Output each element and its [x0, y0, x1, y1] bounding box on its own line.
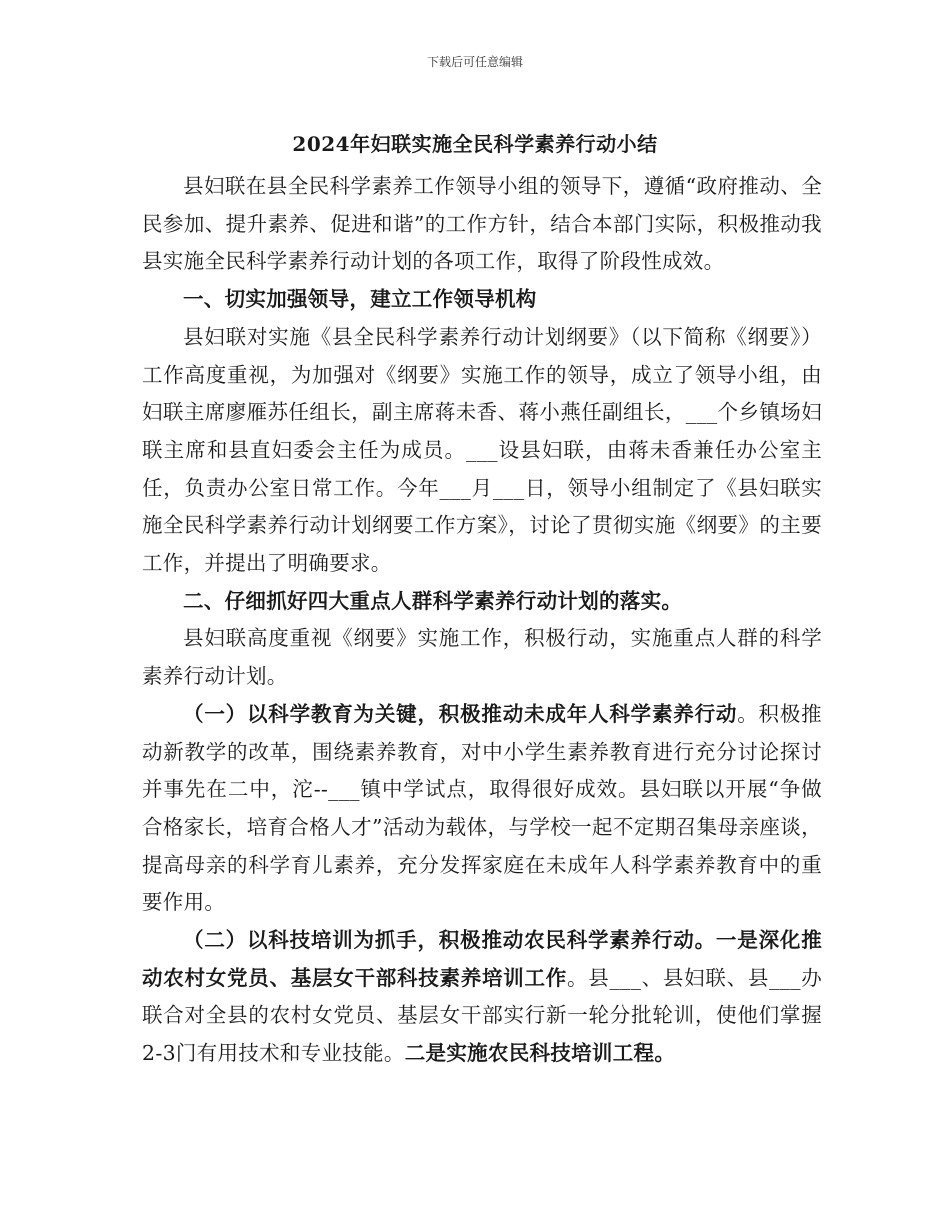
subsection-2-lead: （二）以科技培训为抓手，积极推动农民科学素养行动。一是深化推动农村女党员、基层女干部科技素养培训工作 [142, 928, 822, 990]
section-2-paragraph: 县妇联高度重视《纲要》实施工作，积极行动，实施重点人群的科学素养行动计划。 [142, 626, 822, 689]
section-1-heading: 一、切实加强领导，建立工作领导机构 [183, 287, 537, 312]
section-2-heading: 二、仔细抓好四大重点人群科学素养行动计划的落实。 [183, 588, 683, 613]
subsection-1-lead: （一）以科学教育为关键，积极推动未成年人科学素养行动 [183, 701, 738, 726]
section-1-paragraph: 县妇联对实施《县全民科学素养行动计划纲要》（以下简称《纲要》）工作高度重视，为加强对《纲要》实施工作的领导，成立了领导小组，由妇联主席廖雁苏任组长，副主席蒋未香、蒋小燕任副组长，___个乡镇场妇联主席和县直妇委会主任为成员。___设县妇联，由蒋未香兼任办公室主任，负责办公室日常工作。今年___月___日，领导小组制定了《县妇联实施全民科学素养行动计划纲要工作方案》，讨论了贯彻实施《纲要》的主要工作，并提出了明确要求。 [142, 324, 822, 576]
intro-paragraph: 县妇联在县全民科学素养工作领导小组的领导下，遵循“政府推动、全民参加、提升素养、促进和谐”的工作方针，结合本部门实际，积极推动我县实施全民科学素养行动计划的各项工作，取得了阶段性成效。 [142, 174, 822, 274]
subsection-2-paragraph [142, 922, 822, 1073]
subsection-1-text: 。积极推动新教学的改革，围绕素养教育，对中小学生素养教育进行充分讨论探讨并事先在二中，沱--___镇中学试点，取得很好成效。县妇联以开展“争做合格家长，培育合格人才”活动为载体，与学校一起不定期召集母亲座谈，提高母亲的科学育儿素养，充分发挥家庭在未成年人科学素养教育中的重要作用。 [142, 701, 822, 915]
subsection-2-point-2: 二是实施农民科技培训工程。 [404, 1041, 676, 1066]
subsection-1-paragraph [142, 696, 822, 922]
header-note: 下载后可任意编辑 [426, 55, 523, 69]
document-body [142, 168, 822, 1073]
subsection-2-text: 。县___、县妇联、县___办联合对全县的农村女党员、基层女干部实行新一轮分批轮训，使他们掌握2-3门有用技术和专业技能。 [142, 965, 822, 1066]
document-title: 2024年妇联实施全民科学素养行动小结 [292, 132, 658, 156]
